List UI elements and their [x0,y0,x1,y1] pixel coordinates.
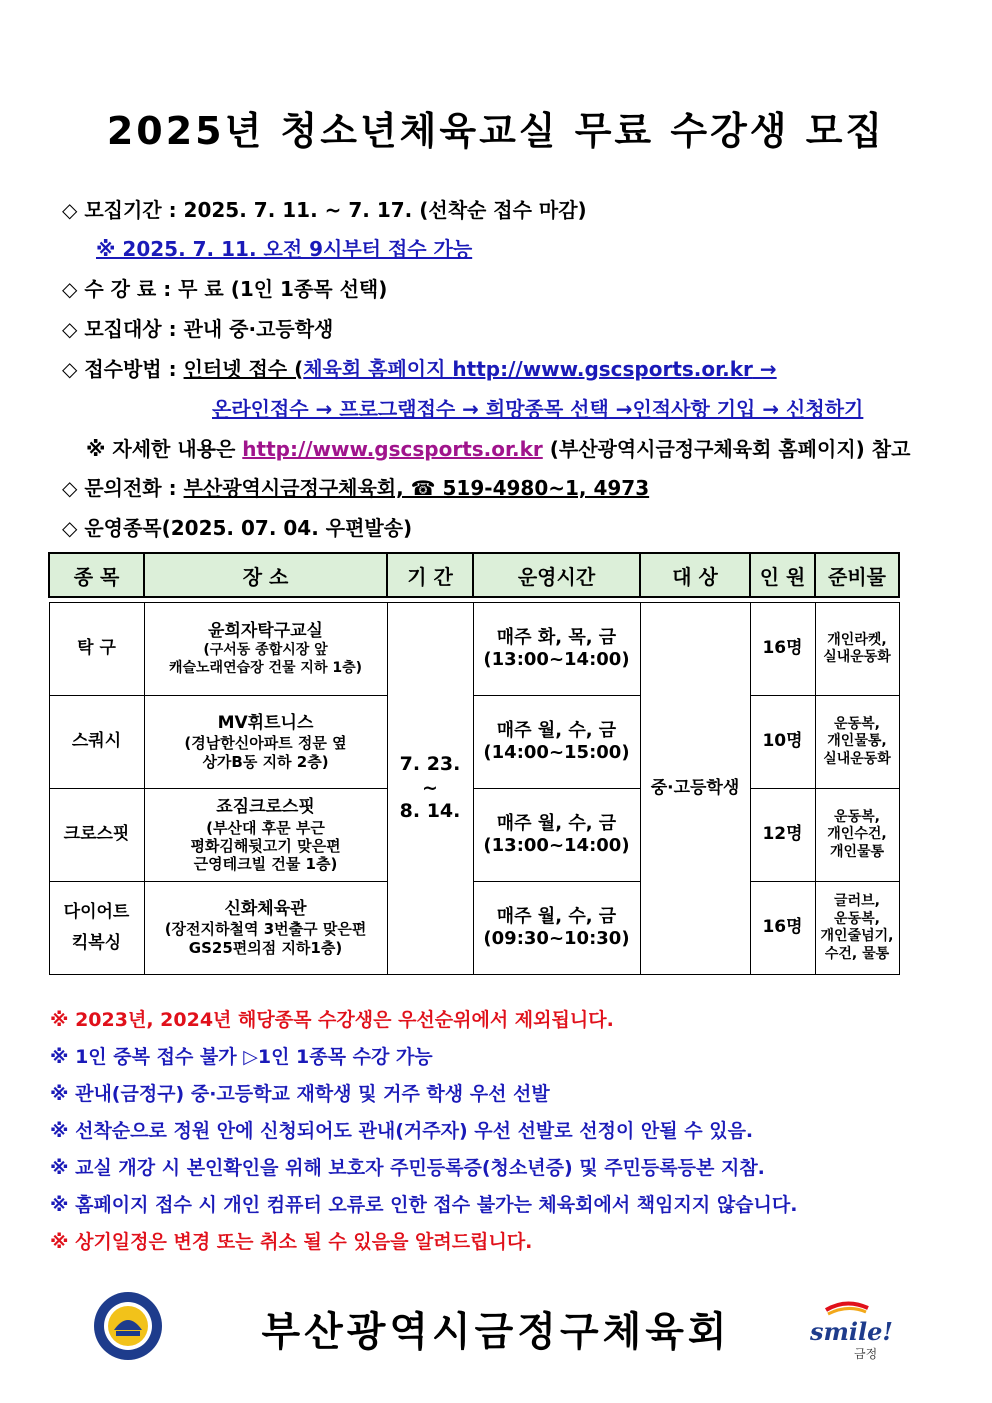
count-cell: 10명 [750,696,815,789]
note-item: ※ 상기일정은 변경 또는 취소 될 수 있음을 알려드립니다. [50,1231,533,1253]
header-place: 장 소 [144,553,387,597]
homepage-link[interactable]: http://www.gscsports.or.kr [452,357,753,381]
header-time: 운영시간 [473,553,640,597]
method-prefix: ◇ 접수방법 : [62,357,184,381]
items-cell: 개인라켓, 실내운동화 [815,603,899,696]
table-row [49,882,899,975]
place-name: 죠짐크로스핏 [216,797,315,818]
recruit-period: ◇ 모집기간 : 2025. 7. 11. ~ 7. 17. (선착순 접수 마감) [62,198,587,222]
target-cell: 중·고등학생 [640,603,750,975]
event-name: 탁 구 [49,603,144,696]
detail-prefix: ※ 자세한 내용은 [86,437,243,461]
detail-line [86,433,910,462]
period-cell: 7. 23. ~ 8. 14. [387,603,473,975]
events-line: ◇ 운영종목(2025. 07. 04. 우편발송) [62,516,413,540]
detail-suffix: (부산광역시금정구체육회 홈페이지) 참고 [542,437,911,461]
smile-geumjeong-logo [806,1294,896,1364]
svg-text:금정: 금정 [854,1347,878,1361]
notes-list [50,1005,797,1264]
schedule-table [48,552,900,975]
note-item: ※ 홈페이지 접수 시 개인 컴퓨터 오류로 인한 접수 불가는 체육회에서 책임지지 않습니다. [50,1194,798,1216]
place-cell [144,882,387,975]
method-arrow: → [752,357,777,381]
method-line [62,353,777,382]
count-cell: 12명 [750,789,815,882]
note-item: ※ 2023년, 2024년 해당종목 수강생은 우선순위에서 제외됩니다. [50,1009,614,1031]
place-address: (부산대 후문 부근 평화김해뒷고기 맞은편 근영테크빌 건물 1층) [190,818,341,873]
note-item: ※ 선착순으로 정원 안에 신청되어도 관내(거주자) 우선 선발로 선정이 안될 수 있음. [50,1120,754,1142]
phone-prefix: ◇ 문의전화 : [62,476,184,500]
place-address: (구서동 종합시장 앞 캐슬노래연습장 건물 지하 1층) [168,642,363,676]
place-cell [144,696,387,789]
table-row [49,696,899,789]
event-name: 다이어트 킥복싱 [49,882,144,975]
header-period: 기 간 [387,553,473,597]
place-cell [144,789,387,882]
smile-logo-icon [806,1294,896,1364]
time-cell: 매주 월, 수, 금 (13:00~14:00) [473,789,640,882]
place-address: (장전지하철역 3번출구 맞은편 GS25편의점 지하1층) [164,919,367,957]
header-event: 종 목 [49,553,144,597]
header-items: 준비물 [815,553,899,597]
place-cell [144,603,387,696]
table-header-row [49,553,899,597]
time-cell: 매주 화, 목, 금 (13:00~14:00) [473,603,640,696]
time-cell: 매주 월, 수, 금 (14:00~15:00) [473,696,640,789]
time-cell: 매주 월, 수, 금 (09:30~10:30) [473,882,640,975]
phone-value: 부산광역시금정구체육회, ☎ 519-4980~1, 4973 [183,476,650,500]
event-name: 크로스핏 [49,789,144,882]
count-cell: 16명 [750,603,815,696]
page-title: 2025년 청소년체육교실 무료 수강생 모집 [106,109,886,153]
count-cell: 16명 [750,882,815,975]
place-name: 윤희자탁구교실 [208,620,323,641]
method-blue: 체육회 홈페이지 [303,357,453,381]
table-row [49,789,899,882]
note-item: ※ 교실 개강 시 본인확인을 위해 보호자 주민등록증(청소년증) 및 주민등록등본 지참. [50,1157,765,1179]
target-line: ◇ 모집대상 : 관내 중·고등학생 [62,317,334,341]
items-cell: 운동복, 개인수건, 개인물통 [815,789,899,882]
items-cell: 운동복, 개인물통, 실내운동화 [815,696,899,789]
place-address: (경남한신아파트 정문 옆 상가B동 지하 2층) [184,733,347,771]
event-name: 스쿼시 [49,696,144,789]
note-item: ※ 관내(금정구) 중·고등학교 재학생 및 거주 학생 우선 선발 [50,1083,550,1105]
method-steps: 온라인접수 → 프로그램접수 → 희망종목 선택 →인적사항 기입 → 신청하기 [212,397,864,421]
table-row [49,603,899,696]
recruit-period-note: ※ 2025. 7. 11. 오전 9시부터 접수 가능 [96,237,473,261]
svg-text:smile!: smile! [810,1317,893,1346]
method-main: 인터넷 접수 ( [183,357,304,381]
footer [0,1290,992,1370]
header-count: 인 원 [750,553,815,597]
place-name: MV휘트니스 [217,712,314,733]
header-target: 대 상 [640,553,750,597]
detail-link[interactable]: http://www.gscsports.or.kr [242,437,543,461]
footer-org-name: 부산광역시금정구체육회 [261,1309,731,1355]
place-name: 신화체육관 [224,898,307,919]
fee-line: ◇ 수 강 료 : 무 료 (1인 1종목 선택) [62,277,388,301]
note-item: ※ 1인 중복 접수 불가 ▷1인 1종목 수강 가능 [50,1046,433,1068]
items-cell: 글러브, 운동복, 개인줄넘기, 수건, 물통 [815,882,899,975]
phone-line [62,472,649,501]
